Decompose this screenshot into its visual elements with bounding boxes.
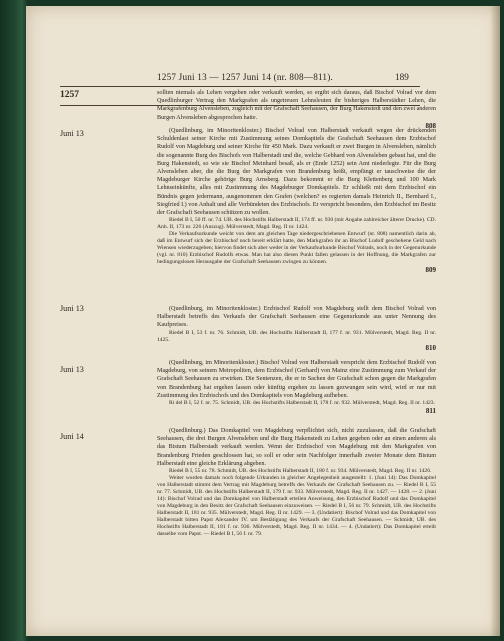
entry-source: Riedel B I, 50 ff. nr. 74. UB. des Hochstifts Halberstadt II, 174 ff. nr. 930 (mit Angabe zahlreicher älterer Drucke). CD. Anh. II, 173 nr. 226 (Auszug). Mülverstedt, Magd. Reg. II nr. 1424. bbox=[157, 217, 436, 231]
year-marker: 1257 bbox=[60, 90, 79, 100]
entry-text: (Quedlinburg, im Minoritenkloster.) Bischof Volrad von Halberstadt verspricht dem Erzbischof Rudolf von Magdeburg, von seinem Metropoliten, dem Erzbischof (Gerhard) von Mainz eine Zustimmung zum Verkauf der Grafschaft Seehausen zu erwirken. Die Sentenzen, die er in Sachen der Grafschaft schon gegen die Markgrafen von Brandenburg hat ergehen lassen oder künftig ergehen zu lassen gezwungen sein wird, wird er nur mit Zustimmung des Erzbischofs und des Domkapitels von Magdeburg aufheben. bbox=[157, 360, 436, 399]
entry-809 bbox=[157, 127, 436, 274]
margin-date: Juni 13 bbox=[60, 365, 84, 374]
entry-811 bbox=[157, 359, 436, 415]
entry-number: 809 bbox=[425, 266, 436, 275]
header-date-range: 1257 Juni 13 — 1257 Juni 14 (nr. 808—811). bbox=[157, 72, 333, 82]
page-number: 189 bbox=[395, 72, 409, 82]
entry-number: 811 bbox=[425, 407, 436, 416]
entry-note: Die Verkaufsurkunde weicht von dem am gleichen Tage niedergeschriebenen Entwurf (nr. 808) namentlich darin ab, daß im Entwurf sich der Erzbischof noch bereit erklärt hatte, den Markgrafen ihr an Bischof Ludolf geschehene Geld nach Wiensen wiederzugeben; hiervon findet sich aber weder in der Verkaufsurkunde Bischof Volrads, noch in der Gegenurkunde (vgl. nr. 810) Erzbischof Rudolfs etwas. Man hat also diesen Punkt fallen gelassen in der Hoffnung, die Markgrafen zur bedingungslosen Herausgabe der Grafschaft Seehausen zwingen zu können. bbox=[157, 231, 436, 266]
margin-date: Juni 13 bbox=[60, 304, 84, 313]
book-page bbox=[26, 6, 500, 636]
header-rule bbox=[60, 86, 420, 87]
margin-date: Juni 14 bbox=[60, 432, 84, 441]
entry-810 bbox=[157, 305, 436, 352]
entry-source: Ri del B I, 52 f. nr. 75. Schmidt, UB. des Hochstifts Halberstadt II, 178 f. nr. 932. Mülverstedt, Magd. Reg. II nr. 1423. bbox=[169, 400, 435, 407]
entry-number: 808 bbox=[425, 121, 436, 130]
entry-source: Riedel B I, 53 f. nr. 76. Schmidt, UB. des Hochstifts Halberstadt II, 177 f. nr. 931. Mülverstedt, Magd. Reg. II nr. 1425. bbox=[157, 329, 436, 343]
entry-number: 810 bbox=[425, 343, 436, 352]
entry-note: Weiter wurden damals noch folgende Urkunden in gleicher Angelegenheit ausgestellt: 1. (Juni 14): Das Domkapitel von Halberstadt stimmt dem Vertrag mit Magdeburg betreffs des Verkaufs der Grafschaft Seehausen zu. — Riedel B I, 55 nr. 77. Schmidt, UB. des Hochstifts Halberstadt II, 179 f. nr. 933. Mülverstedt, Magd. Reg. II nr. 1427. — 1428. — 2. (Juni 14): Bischof Volrad und das Domkapitel von Halberstadt erteilen Anweisung, den Erzbischof Rudolf und das Domkapitel von Magdeburg in den Besitz der Grafschaft Seehausen einzuweisen. — Riedel B I, 56 nr. 79. Schmidt, UB. des Hochstifts Halberstadt II, 181 nr. 935. Mülverstedt, Magd. Reg. II nr. 1429. — 3. (Undatiert): Bischof Volrad und das Domkapitel von Halberstadt bitten Papst Alexander IV. um Bestätigung des Verkaufs der Grafschaft Seehausen. — Schmidt, UB. des Hochstifts Halberstadt II, 181 f. nr. 936. Mülverstedt, Magd. Reg. II nr. 1434. — 4. (Undatiert): Das Domkapitel erteilt dasselbe vom Papst. — Riedel B I, 56 f. nr. 79. bbox=[157, 475, 436, 538]
running-header bbox=[26, 72, 500, 86]
entry-text: (Quedlinburg, im Minoritenkloster.) Erzbischof Rudolf von Magdeburg stellt dem Bischof Volrad von Halberstadt betreffs des Verkaufs der Grafschaft Seehausen eine Gegenurkunde aus unter Nennung des Kaufpreises. bbox=[157, 306, 436, 329]
entry-text: sollten niemals als Lehen vergeben oder verkauft werden, so ergibt sich daraus, daß Bischof Volrad vor dem Quedlinburger Vertrag den Markgrafen als ungetreuen Lehnsleuten ihr bisheriges Halberstädter Lehen, die Markgrafenburg Alvensleben, zugleich mit der Grafschaft Seehausen, der Burg Hakenstedt und den zwei anderen Burgen Alvensleben abgesprochen hatte. bbox=[157, 90, 436, 121]
page-edge-shadow bbox=[490, 6, 500, 636]
entry-text: (Quedlinburg.) Das Domkapitel von Magdeburg verpflichtet sich, nicht zuzulassen, daß die Grafschaft Seehausen, die drei Burgen Alvensleben und die Burg Hakenstedt zu Lehen gegeben oder an einen anderen als das Bistum Halberstadt verkauft werden. Wenn der Erzbischof von Magdeburg mit den Markgrafen von Brandenburg Frieden geschlossen hat, so soll er oder sein Nachfolger innerhalb zweier Monate dem Bistum Halberstadt eine gleiche Erklärung abgeben. bbox=[157, 428, 436, 467]
entry-text: (Quedlinburg, im Minoritenkloster.) Bischof Volrad von Halberstadt verkauft wegen der drückenden Schuldenlast seiner Kirche mit Zustimmung seines Domkapitels die Grafschaft Seehausen dem Erzbischof Rudolf von Magdeburg und seiner Kirche für 450 Mark. Dazu verkauft er zwei Burgen in Alvensleben, nämlich die sogenannte Burg des Bischofs von Halberstadt und die, welche Gebhard von Alvensleben gebaut hat, und die Burg Hakenstedt, so wie sie Bischof Meinhard besaß, als er (Ende 1252) sein Amt niederlegte. Für die Burg Alvensleben aber, die die Burg der Markgrafen von Brandenburg heißt, empfängt er tauschweise die der Magdeburger Kirche gehörige Burg Arnsberg. Dazu bekommt er die Burg Klettenberg und 100 Mark Lehnseinkünfte, alles mit Zustimmung des Magdeburger Domkapitels. Er schließt mit dem Erzbischof ein Bündnis gegen jedermann, ausgenommen den Grafen (welchen? es regierten damals Heinrich II., Bernhard I., Siegfried I.) von Anhalt und alle Verbündeten des Erzbischofs. Er verspricht besonders, den Erzbischof im Besitz der Grafschaft Seehausen schützen zu wollen. bbox=[157, 128, 436, 217]
entry-812 bbox=[157, 427, 436, 538]
entry-source: Riedel B I, 55 nr. 78. Schmidt, UB. des Hochstifts Halberstadt II, 180 f. nr. 934. Mülverstedt, Magd. Reg. II nr. 1426. bbox=[169, 468, 432, 475]
margin-date: Juni 13 bbox=[60, 129, 84, 138]
entry-808 bbox=[157, 89, 436, 130]
